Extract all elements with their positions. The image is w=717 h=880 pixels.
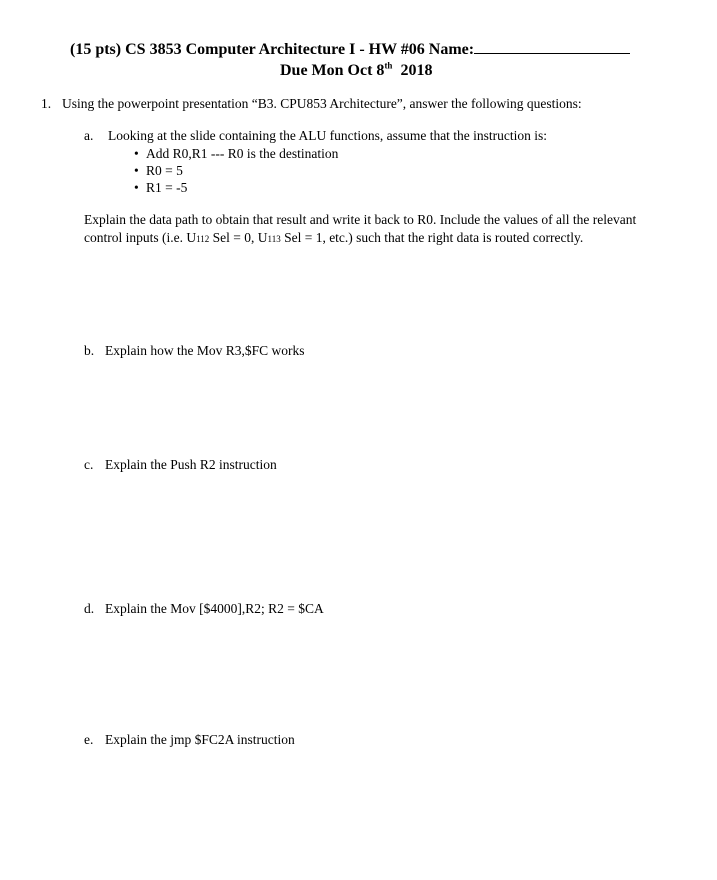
bullet-text: R0 = 5 — [146, 163, 183, 178]
part-e-text: Explain the jmp $FC2A instruction — [105, 732, 295, 747]
explain-text: Sel = 0, U — [209, 230, 268, 245]
bullet-text: Add R0,R1 --- R0 is the destination — [146, 146, 339, 161]
bullet-icon: • — [134, 163, 139, 178]
bullet-text: R1 = -5 — [146, 180, 188, 195]
question-1-number: 1. — [41, 96, 52, 111]
part-b-letter: b. — [84, 343, 95, 358]
name-blank-line — [474, 52, 630, 54]
part-a-bullet-3 — [134, 179, 187, 197]
part-a-letter: a. — [84, 128, 94, 143]
bullet-icon: • — [134, 180, 139, 195]
part-a-intro: Looking at the slide containing the ALU functions, assume that the instruction is: — [108, 128, 548, 143]
u112-subscript: 112 — [196, 234, 210, 244]
part-c-text: Explain the Push R2 instruction — [105, 457, 277, 472]
explain-text: control inputs (i.e. U — [84, 230, 197, 245]
due-date-ordinal: th — [384, 60, 393, 71]
part-d-letter: d. — [84, 601, 95, 616]
part-a-bullet-1 — [134, 145, 338, 163]
part-e-letter: e. — [84, 732, 94, 747]
u113-subscript: 113 — [267, 234, 281, 244]
part-d-text: Explain the Mov [$4000],R2; R2 = $CA — [105, 601, 324, 616]
part-c-letter: c. — [84, 457, 94, 472]
homework-title: (15 pts) CS 3853 Computer Architecture I - HW #06 — [70, 41, 425, 58]
due-date — [280, 62, 432, 80]
bullet-icon: • — [134, 146, 139, 161]
part-b-text: Explain how the Mov R3,$FC works — [105, 343, 305, 358]
name-label: Name: — [428, 41, 475, 58]
homework-title-line — [70, 41, 630, 59]
part-a-bullet-2 — [134, 162, 183, 180]
explain-text: Sel = 1, etc.) such that the right data is routed correctly. — [280, 230, 584, 245]
question-1-text: Using the powerpoint presentation “B3. CPU853 Architecture”, answer the following questions: — [62, 96, 582, 111]
due-date-year: 2018 — [400, 62, 433, 79]
due-date-prefix: Due Mon Oct 8 — [280, 62, 385, 79]
part-a-explain-line-2 — [84, 229, 583, 248]
part-a-explain-line-1: Explain the data path to obtain that result and write it back to R0. Include the values of all the relevant — [84, 212, 637, 227]
